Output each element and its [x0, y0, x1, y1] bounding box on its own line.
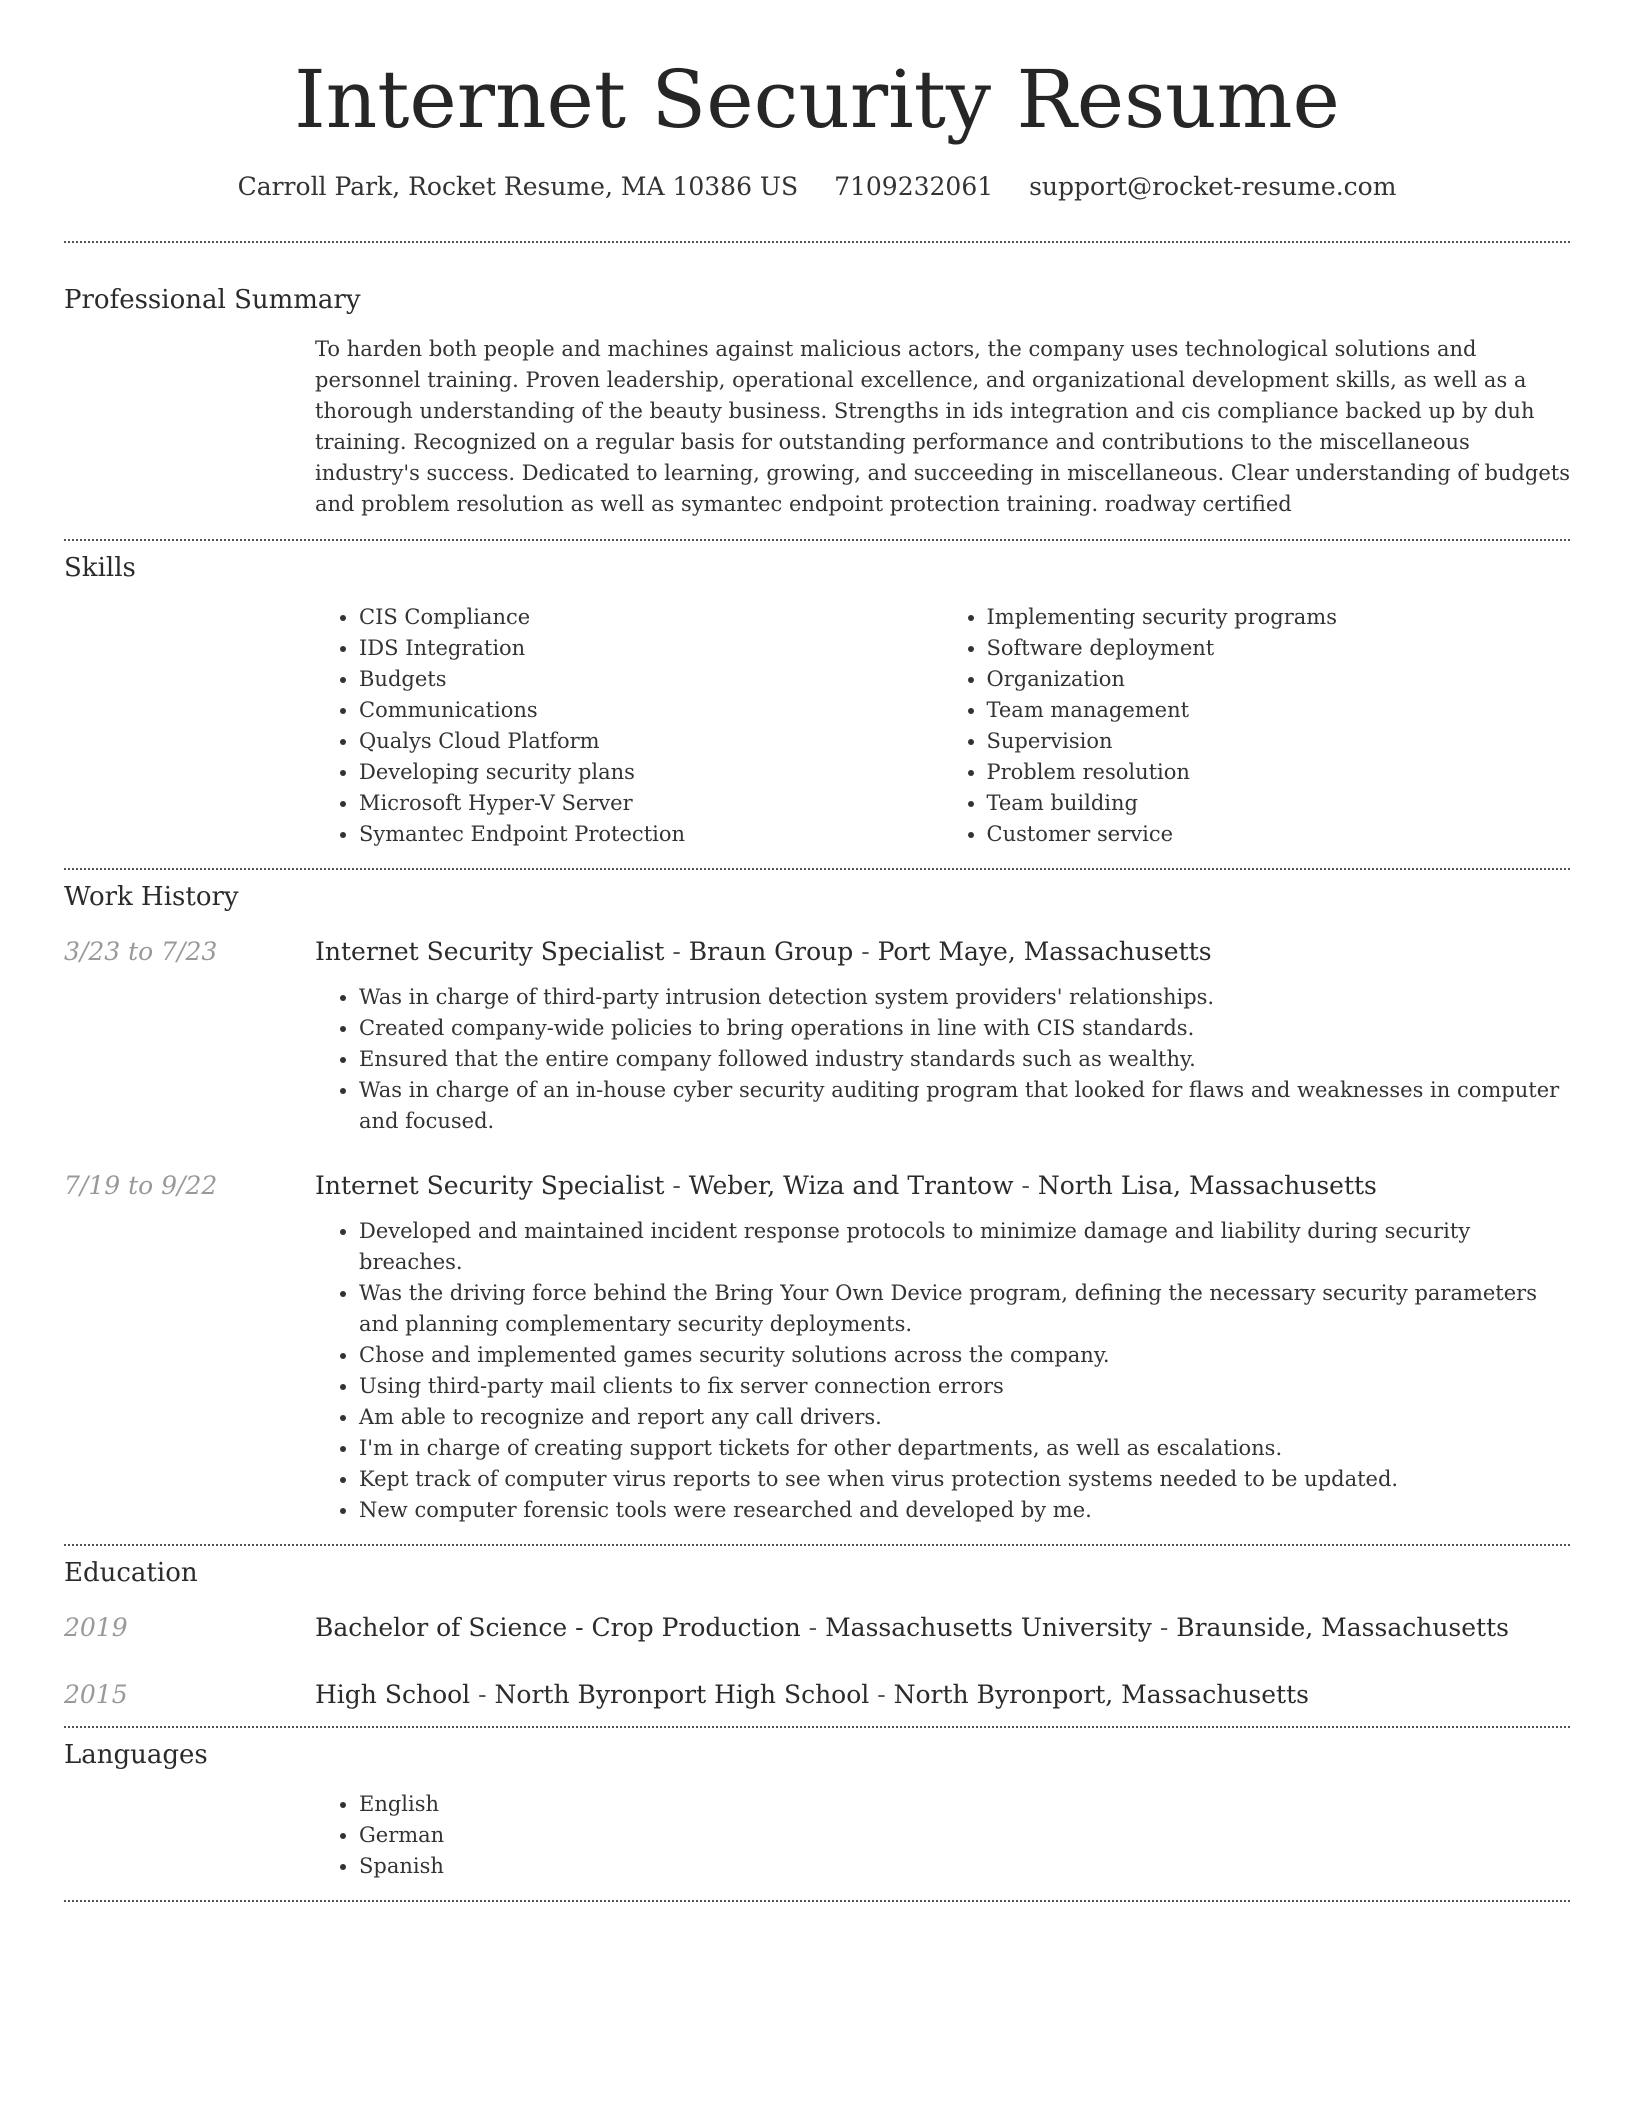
job-title-line — [315, 1169, 1377, 1203]
skill-item: • Customer service — [987, 819, 1571, 850]
skill-item: • Team management — [987, 695, 1571, 726]
section-heading-languages: Languages — [64, 1740, 208, 1770]
education-degree: High School — [315, 1680, 471, 1709]
divider — [64, 1726, 1570, 1728]
job-bullet: • Created company-wide policies to bring operations in line with CIS standards. — [359, 1013, 1570, 1044]
skill-item: • Organization — [987, 664, 1571, 695]
language-item: • English — [359, 1789, 1570, 1820]
job-bullet: • Am able to recognize and report any call drivers. — [359, 1402, 1570, 1433]
separator: - — [853, 937, 878, 966]
skill-item: • Team building — [987, 788, 1571, 819]
job-duties — [315, 1216, 1570, 1526]
education-entry — [64, 1611, 1570, 1645]
job-location: Port Maye, Massachusetts — [877, 937, 1212, 966]
job-bullet: • Kept track of computer virus reports to see when virus protection systems needed to be updated. — [359, 1464, 1570, 1495]
education-location: North Byronport, Massachusetts — [893, 1680, 1309, 1709]
resume-page — [64, 0, 1570, 1902]
divider — [64, 539, 1570, 541]
job-bullet: • I'm in charge of creating support tickets for other departments, as well as escalations. — [359, 1433, 1570, 1464]
job-bullet: • Was the driving force behind the Bring Your Own Device program, defining the necessary security parameters and planning complementary security deployments. — [359, 1278, 1570, 1340]
job-entry — [64, 1169, 1570, 1203]
section-heading-skills: Skills — [64, 553, 136, 583]
skill-item: • Symantec Endpoint Protection — [359, 819, 943, 850]
education-year: 2019 — [64, 1613, 128, 1642]
resume-title: Internet Security Resume — [294, 53, 1340, 146]
job-location: North Lisa, Massachusetts — [1037, 1171, 1377, 1200]
job-dates: 7/19 to 9/22 — [64, 1171, 218, 1200]
job-entry — [64, 935, 1570, 969]
contact-line — [64, 170, 1570, 204]
job-bullet: • Developed and maintained incident response protocols to minimize damage and liability during security breaches. — [359, 1216, 1570, 1278]
divider — [64, 868, 1570, 870]
education-school: North Byronport High School — [494, 1680, 870, 1709]
job-bullets — [315, 982, 1570, 1137]
skill-item: • Implementing security programs — [987, 602, 1571, 633]
section-heading-education: Education — [64, 1558, 198, 1588]
skill-item: • Communications — [359, 695, 943, 726]
job-bullet: • Chose and implemented games security solutions across the company. — [359, 1340, 1570, 1371]
job-title: Internet Security Specialist — [315, 1171, 665, 1200]
language-item: • Spanish — [359, 1851, 1570, 1882]
education-line — [315, 1678, 1309, 1712]
education-year: 2015 — [64, 1680, 128, 1709]
separator: - — [869, 1680, 894, 1709]
job-company: Braun Group — [688, 937, 854, 966]
education-school: Massachusetts University — [825, 1613, 1152, 1642]
job-bullet: • Was in charge of third-party intrusion detection system providers' relationships. — [359, 982, 1570, 1013]
skill-item: • Qualys Cloud Platform — [359, 726, 943, 757]
divider — [64, 1900, 1570, 1902]
languages-list — [315, 1789, 1570, 1882]
skill-item: • Supervision — [987, 726, 1571, 757]
job-company: Weber, Wiza and Trantow — [688, 1171, 1014, 1200]
skill-item: • IDS Integration — [359, 633, 943, 664]
job-bullet: • Using third-party mail clients to fix server connection errors — [359, 1371, 1570, 1402]
skill-item: • CIS Compliance — [359, 602, 943, 633]
skill-item: • Problem resolution — [987, 757, 1571, 788]
separator: - — [800, 1613, 826, 1642]
contact-address: Carroll Park, Rocket Resume, MA 10386 US — [237, 172, 799, 201]
job-bullet: • Was in charge of an in-house cyber security auditing program that looked for flaws and weaknesses in computer and focused. — [359, 1075, 1570, 1137]
languages-bullets — [315, 1789, 1570, 1882]
skills-list — [315, 602, 1570, 850]
summary-text: To harden both people and machines against malicious actors, the company uses technological solutions and personnel training. Proven leadership, operational excellence, and organizational development skills, as well as a thorough understanding of the beauty business. Strengths in ids integration and cis compliance backed up by duh training. Recognized on a regular basis for outstanding performance and contributions to the miscellaneous industry's success. Dedicated to learning, growing, and succeeding in miscellaneous. Clear understanding of budgets and problem resolution as well as symantec endpoint protection training. roadway certified — [315, 337, 1570, 516]
skills-column-left — [315, 602, 943, 850]
section-heading-summary: Professional Summary — [64, 285, 361, 315]
skill-item: • Microsoft Hyper-V Server — [359, 788, 943, 819]
separator: - — [1013, 1171, 1038, 1200]
skill-item: • Developing security plans — [359, 757, 943, 788]
separator: - — [664, 1171, 689, 1200]
separator: - — [664, 937, 689, 966]
job-dates: 3/23 to 7/23 — [64, 937, 218, 966]
language-item: • German — [359, 1820, 1570, 1851]
job-bullet: • Ensured that the entire company followed industry standards such as wealthy. — [359, 1044, 1570, 1075]
education-entry — [64, 1678, 1570, 1712]
education-line — [315, 1611, 1509, 1645]
job-title: Internet Security Specialist — [315, 937, 665, 966]
skills-column-right — [943, 602, 1571, 850]
job-title-line — [315, 935, 1212, 969]
divider — [64, 241, 1570, 243]
job-bullet: • New computer forensic tools were researched and developed by me. — [359, 1495, 1570, 1526]
contact-phone: 7109232061 — [834, 172, 994, 201]
education-degree: Bachelor of Science - Crop Production — [315, 1613, 801, 1642]
separator: - — [1151, 1613, 1177, 1642]
section-heading-work: Work History — [64, 882, 239, 912]
skill-item: • Budgets — [359, 664, 943, 695]
job-bullets — [315, 1216, 1570, 1526]
education-location: Braunside, Massachusetts — [1176, 1613, 1509, 1642]
skill-item: • Software deployment — [987, 633, 1571, 664]
separator: - — [470, 1680, 495, 1709]
contact-email: support@rocket-resume.com — [1029, 172, 1397, 201]
divider — [64, 1544, 1570, 1546]
job-duties — [315, 982, 1570, 1137]
